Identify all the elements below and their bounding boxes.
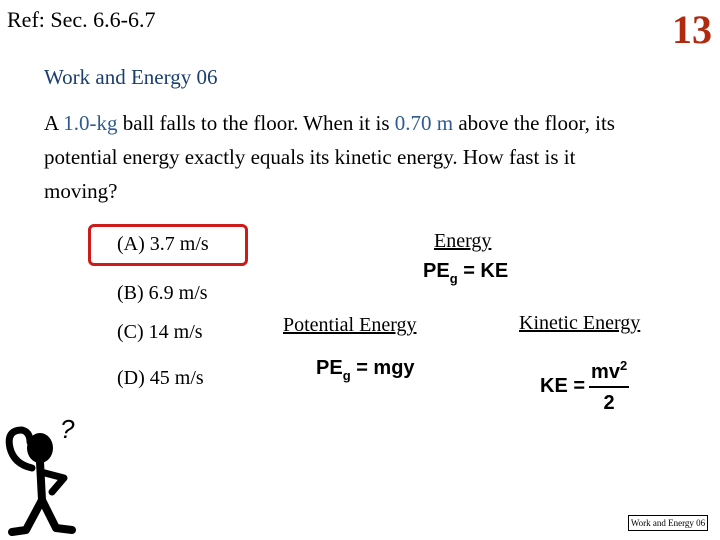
topic-title: Work and Energy 06 [44,65,218,89]
potential-energy-equation [316,357,415,383]
eq-main-left: PE [423,260,450,282]
choice-b[interactable]: (B) 6.9 m/s [117,282,208,304]
eq-pe-left: PE [316,357,343,379]
slide-number: 13 [672,7,712,52]
eq-ke-denominator: 2 [603,392,615,414]
question-height: 0.70 m [394,111,454,135]
eq-main-sub: g [449,271,458,286]
reference-label: Ref: Sec. 6.6-6.7 [7,7,156,32]
question-part-2: ball falls to the floor. When it is [117,111,395,135]
choice-c[interactable]: (C) 14 m/s [117,321,203,343]
eq-ke-numerator [589,358,629,388]
question-part-3: above the floor, its potential energy exactly equals its kinetic energy. How fast is it moving? [44,111,615,203]
question-part-1: A [44,111,64,135]
eq-ke-left: KE = [540,374,586,397]
question-text [44,106,624,208]
eq-ke-num: mv [591,361,620,383]
choice-a-label: (A) 3.7 m/s [117,233,209,255]
eq-pe-right: = mgy [350,357,415,379]
eq-ke-exp: 2 [619,358,628,373]
kinetic-energy-label: Kinetic Energy [519,312,641,334]
potential-energy-label: Potential Energy [283,314,417,336]
energy-equation [423,260,508,286]
thinking-stick-figure-icon [0,408,110,540]
eq-pe-sub: g [342,368,351,383]
eq-main-right: = KE [457,260,509,282]
question-mark: ? [60,414,75,444]
kinetic-energy-equation [540,358,629,415]
choice-d[interactable]: (D) 45 m/s [117,367,204,389]
energy-label: Energy [434,230,492,252]
choice-a-selected[interactable] [88,224,248,266]
question-mass: 1.0-kg [63,111,118,135]
eq-ke-fraction [589,358,629,415]
footer-label: Work and Energy 06 [628,515,708,531]
